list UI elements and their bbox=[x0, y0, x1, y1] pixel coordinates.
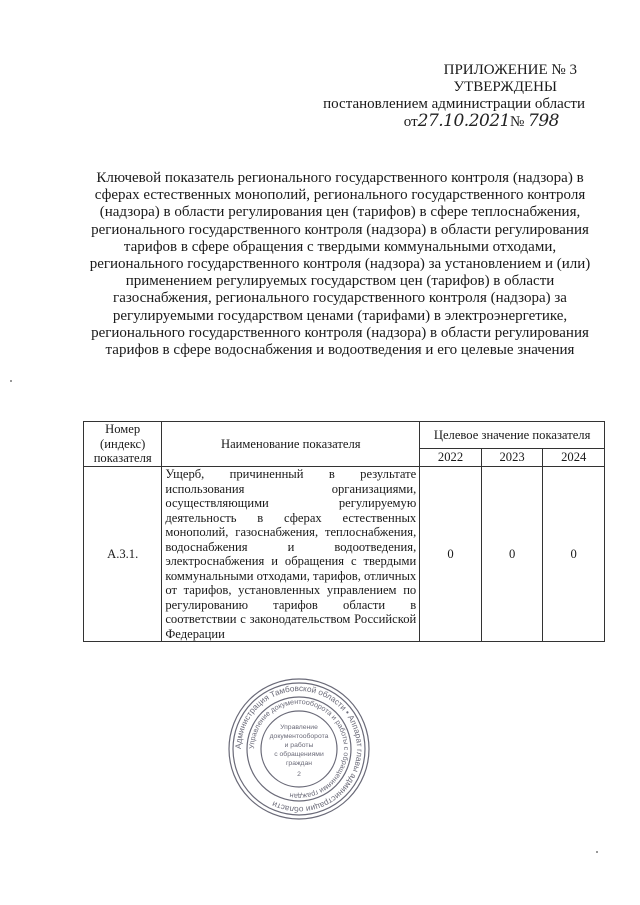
seal-center-line-4: с обращениями bbox=[274, 751, 324, 758]
header-target: Целевое значение показателя bbox=[420, 422, 605, 449]
row-value-2022: 0 bbox=[420, 467, 482, 642]
handwritten-number: 798 bbox=[528, 111, 559, 131]
kpi-table bbox=[83, 421, 605, 642]
appendix-block bbox=[305, 62, 585, 131]
appendix-number: ПРИЛОЖЕНИЕ № 3 bbox=[443, 62, 577, 78]
header-number: Номер (индекс) показателя bbox=[84, 422, 162, 467]
seal-outer-text: Администрация Тамбовской области • Аппарат главы администрации области bbox=[233, 683, 365, 815]
row-value-2023: 0 bbox=[481, 467, 543, 642]
seal-center-line-5: граждан bbox=[285, 760, 313, 767]
seal-center-line-2: документооборота bbox=[269, 733, 329, 740]
approved-label: УТВЕРЖДЕНЫ bbox=[453, 79, 557, 95]
row-value-2024: 0 bbox=[543, 467, 605, 642]
table-header-row bbox=[84, 422, 605, 449]
row-number: А.3.1. bbox=[84, 467, 162, 642]
handwritten-date: 27.10.2021 bbox=[417, 111, 510, 131]
seal-center-line-3: и работы bbox=[284, 742, 314, 749]
official-seal bbox=[226, 676, 372, 822]
seal-center-number: 2 bbox=[297, 771, 301, 778]
resolution-date-line bbox=[305, 113, 585, 131]
date-prefix: от bbox=[403, 114, 418, 130]
header-name: Наименование показателя bbox=[162, 422, 420, 467]
header-year-2023: 2023 bbox=[481, 449, 543, 467]
table-row bbox=[84, 467, 605, 642]
row-name: Ущерб, причиненный в результате использования организациями, осуществляющими регулируемую деятельность в сферах естественных монополий, газоснабжения, теплоснабжения, водоснабжения и водоотведения, электроснабжения и обращения с твердыми коммунальными отходами, тарифов, отличных от тарифов, установленных управлением по регулированию тарифов области в соответствии с законодательством Российской Федерации bbox=[162, 467, 420, 642]
scan-speck bbox=[596, 851, 598, 853]
resolution-label: постановлением администрации области bbox=[323, 96, 585, 112]
number-sign: № bbox=[509, 114, 525, 130]
scan-speck bbox=[10, 380, 12, 382]
seal-icon bbox=[226, 676, 372, 822]
header-year-2022: 2022 bbox=[420, 449, 482, 467]
seal-inner-text: Управление документооборота и работы с обращениями граждан bbox=[246, 696, 352, 802]
document-title: Ключевой показатель регионального государственного контроля (надзора) в сферах естественных монополий, регионального государственного контроля (надзора) в области регулирования цен (тарифов) в сфере теплоснабжения, регионального государственного контроля (надзора) в области регулирования тарифов в сфере обращения с твердыми коммунальными отходами, регионального государственного контроля (надзора) за установлением и (или) применением регулируемых государством цен (тарифов) в области газоснабжения, регионального государственного контроля (надзора) за регулируемыми государством ценами (тарифами) в электроэнергетике, регионального государственного контроля (надзора) в области регулирования тарифов в сфере водоснабжения и водоотведения и его целевые значения bbox=[89, 170, 591, 359]
header-year-2024: 2024 bbox=[543, 449, 605, 467]
seal-center-line-1: Управление bbox=[280, 724, 318, 731]
